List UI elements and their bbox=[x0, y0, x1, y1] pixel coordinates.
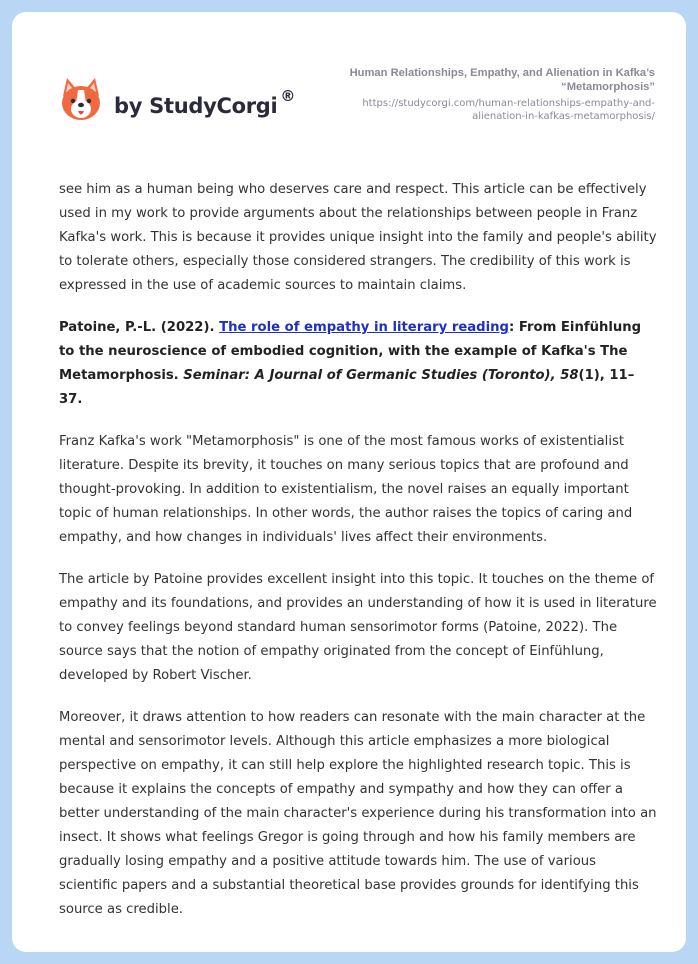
paragraph: The article by Patoine provides excellent insight into this topic. It touches on the theme of empathy and its foundations, and provides an understanding of how it is used in literature to convey feelings beyond standard human sensorimotor forms (Patoine, 2022). The source says that the notion of empathy originated from the concept of Einfühlung, developed by Robert Vischer. bbox=[59, 572, 657, 683]
document-title: Human Relationships, Empathy, and Alienation in Kafka’s “Metamorphosis” bbox=[349, 67, 655, 93]
document-body bbox=[59, 178, 657, 940]
document-header bbox=[295, 66, 655, 123]
corgi-logo-icon bbox=[60, 76, 102, 124]
paragraph: see him as a human being who deserves care and respect. This article can be effectively used in my work to provide arguments about the relationships between people in Franz Kafka's work. This is because it provides unique insight into the family and people's ability to tolerate others, especially those considered strangers. The credibility of this work is expressed in the use of academic sources to maintain claims. bbox=[59, 182, 657, 293]
paragraph: Franz Kafka's work "Metamorphosis" is one of the most famous works of existentialist literature. Despite its brevity, it touches on many serious topics that are profound and thought-provoking. In addition to existentialism, the novel raises an equally important topic of human relationships. In other words, the author raises the topics of caring and empathy, and how changes in individuals' lives affect their environments. bbox=[59, 434, 633, 545]
document-page bbox=[12, 12, 686, 952]
reference-link[interactable]: The role of empathy in literary reading bbox=[219, 320, 509, 335]
paragraph: Moreover, it draws attention to how readers can resonate with the main character at the mental and sensorimotor levels. Although this article emphasizes a more biological perspective on empathy, it can still help explore the highlighted research topic. This is because it explains the concepts of empathy and sympathy and how they can offer a better understanding of the main character's experience during his transformation into an insect. It shows what feelings Gregor is going through and how his family members are gradually losing empathy and a positive attitude towards him. The use of various scientific papers and a substantial theoretical base provides grounds for identifying this source as credible. bbox=[59, 710, 657, 917]
studycorgi-logo[interactable] bbox=[60, 76, 295, 124]
reference-entry: Patoine, P.-L. (2022). The role of empathy in literary reading: From Einfühlung to the neuroscience of embodied cognition, with the example of Kafka's The Metamorphosis. Seminar: A Journal of Germanic Studies (Toronto), 58(1), 11–37. bbox=[59, 320, 642, 407]
document-url[interactable]: https://studycorgi.com/human-relationships-empathy-and- alienation-in-kafkas-metamorphosis/ bbox=[362, 98, 655, 122]
brand-name: by StudyCorgi ® bbox=[114, 86, 296, 118]
